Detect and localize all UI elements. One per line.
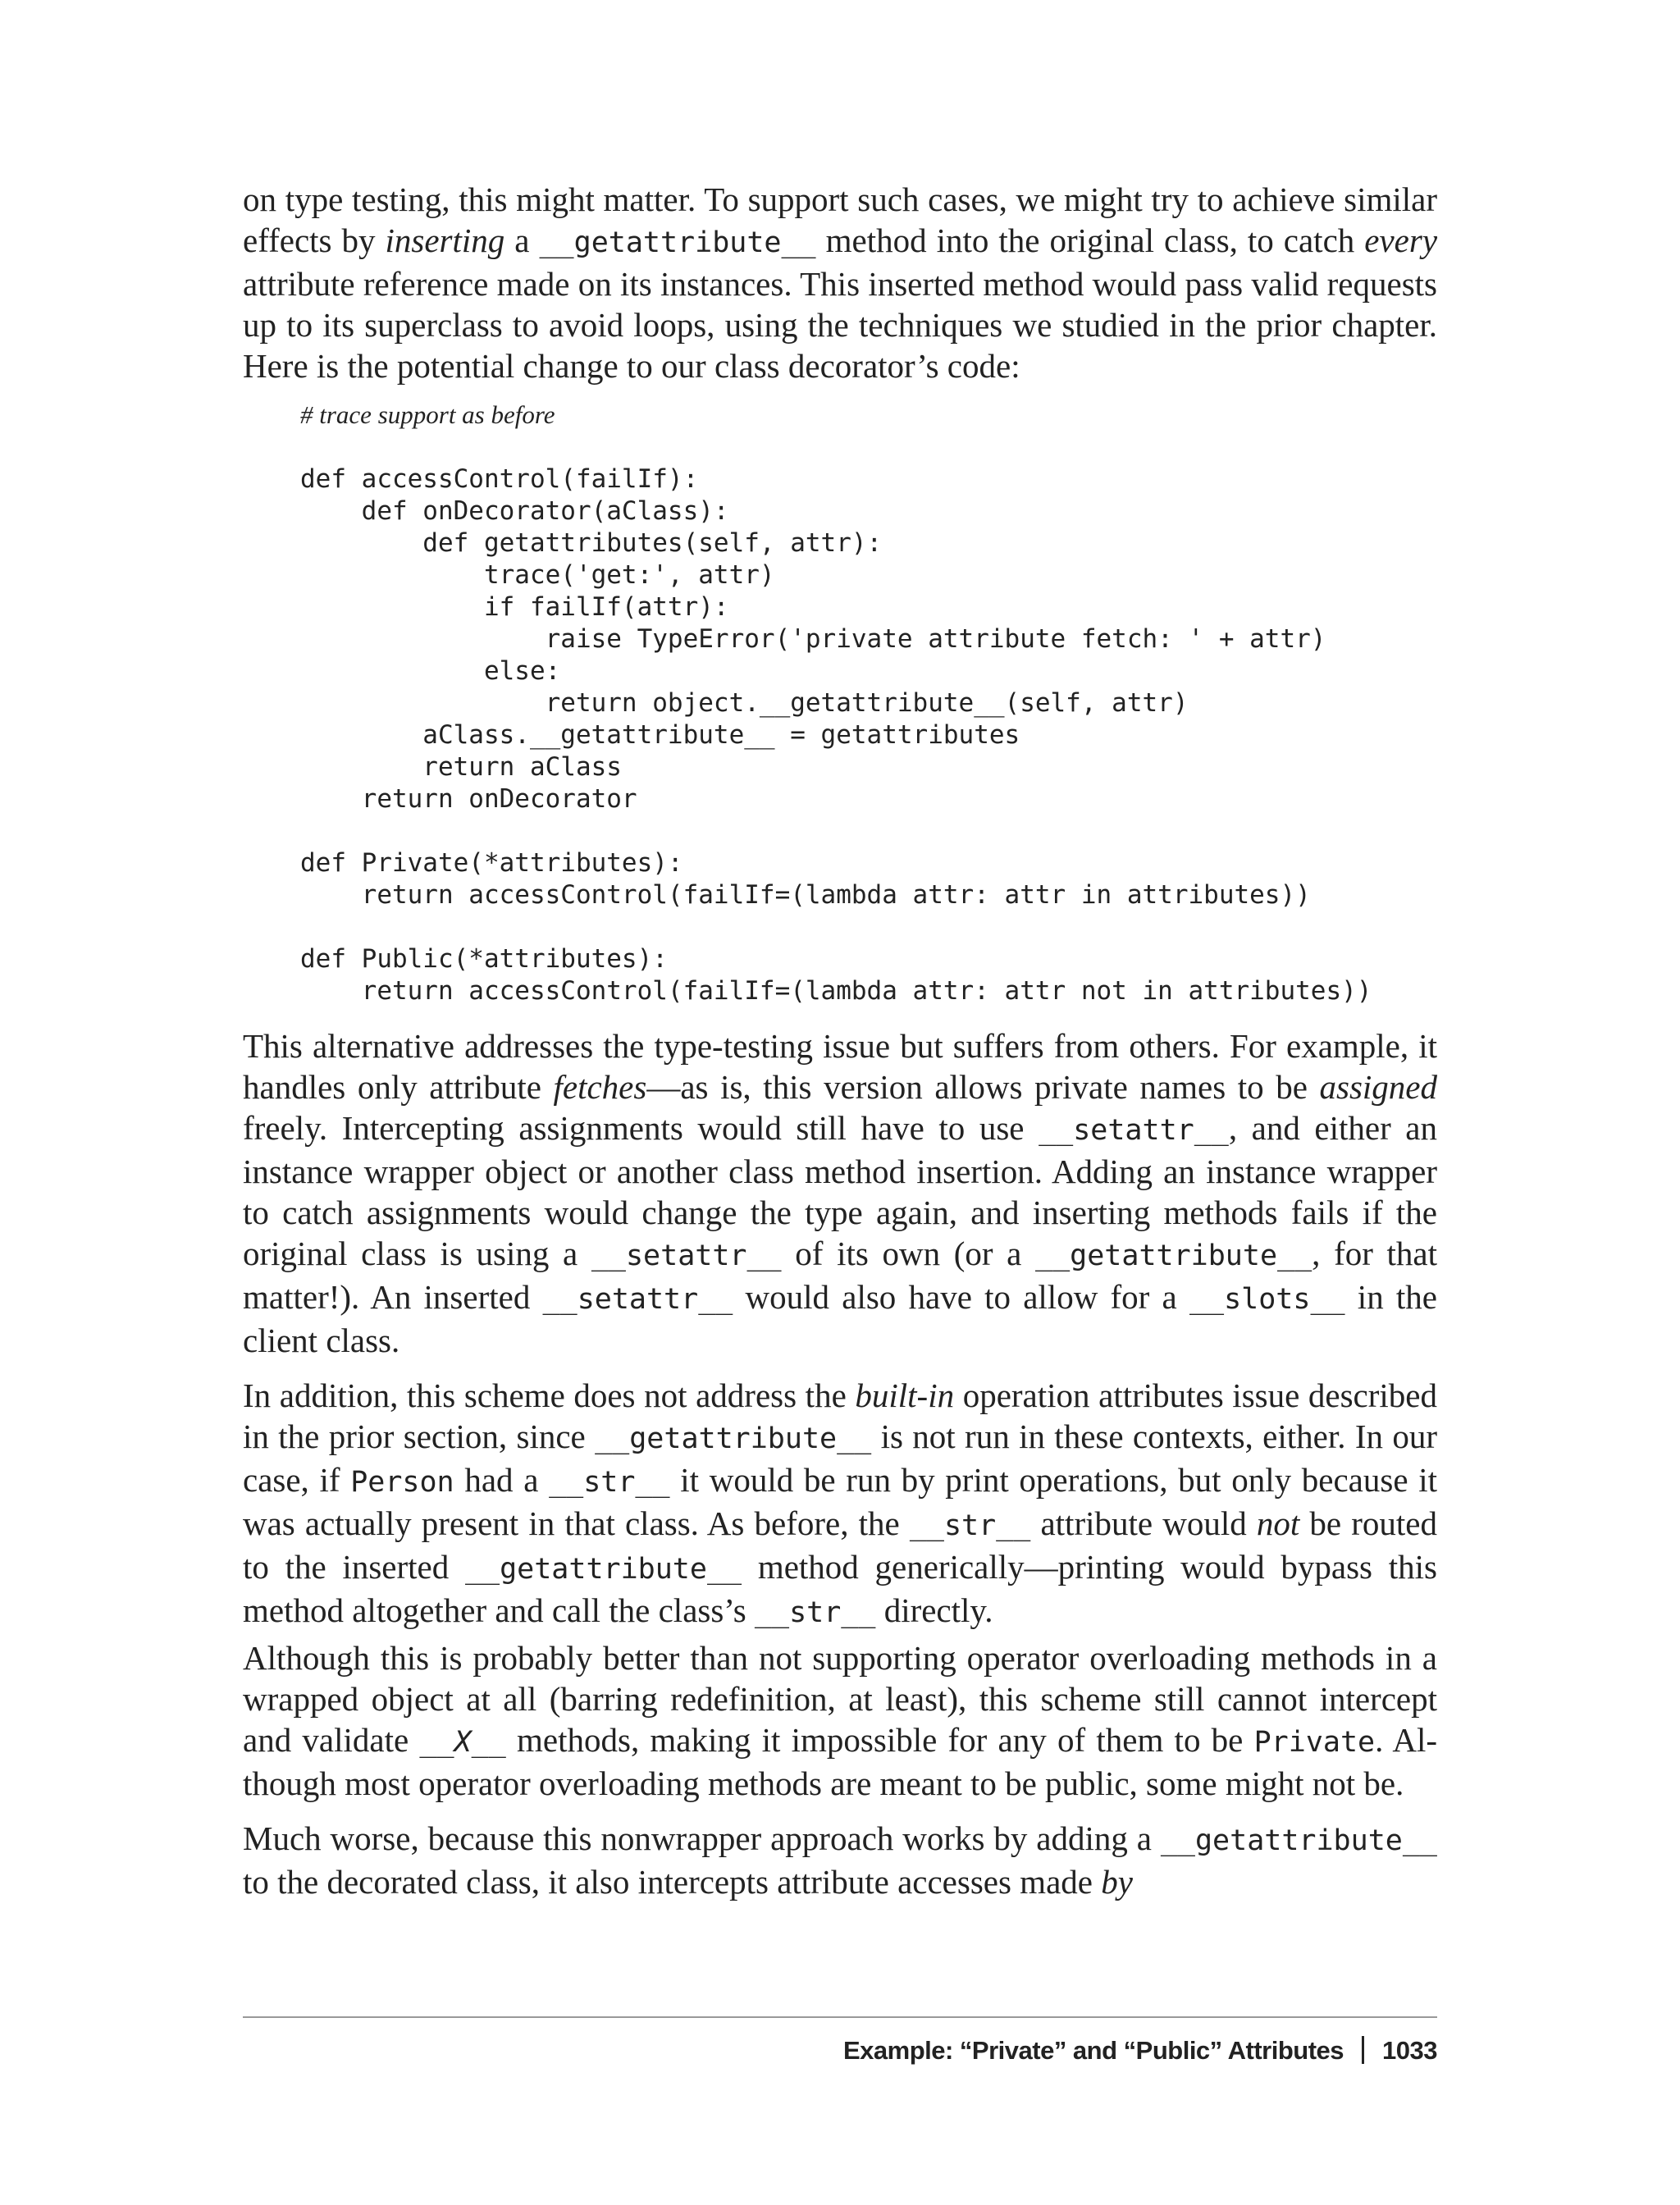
inline-code-slots: __slots__: [1189, 1283, 1345, 1316]
inline-code-setattr: __setattr__: [542, 1283, 733, 1316]
code-listing: [300, 399, 1372, 1007]
italic-assigned: assigned: [1319, 1068, 1437, 1106]
code-line: def accessControl(failIf):: [300, 464, 699, 494]
inline-code-setattr: __setattr__: [591, 1239, 782, 1272]
code-line: return aClass: [300, 752, 622, 782]
text-run: of its own (or a: [781, 1235, 1036, 1272]
paragraph-much-worse: [243, 1818, 1437, 1902]
italic-by: by: [1101, 1863, 1133, 1901]
inline-code-getattribute: __getattribute__: [539, 226, 816, 259]
inline-code-str: __str__: [549, 1466, 670, 1499]
inline-code-private: Private: [1253, 1726, 1376, 1759]
code-comment: # trace support as before: [300, 400, 555, 429]
text-run: to the decorated class, it also intercepts attribute accesses made: [243, 1863, 1102, 1901]
page-number: 1033: [1382, 2036, 1437, 2065]
italic-built-in: built-in: [855, 1376, 955, 1414]
inline-code-getattribute: __getattribute__: [1160, 1824, 1437, 1857]
code-line: return onDecorator: [300, 784, 637, 814]
inline-code-str: __str__: [754, 1596, 876, 1629]
text-run: attribute would: [1030, 1504, 1257, 1542]
inline-code-person: Person: [350, 1466, 454, 1499]
text-run: method into the original class, to catch: [815, 221, 1365, 259]
code-line: def getattributes(self, attr):: [300, 528, 883, 558]
code-line: def Private(*attributes):: [300, 848, 683, 878]
code-line: return accessControl(failIf=(lambda attr: attr not in attributes)): [300, 976, 1372, 1006]
text-run: In addition, this scheme does not address the: [243, 1376, 856, 1414]
text-run: a: [504, 221, 540, 259]
code-line: else:: [300, 656, 561, 686]
code-line: if failIf(attr):: [300, 592, 729, 622]
text-run: directly.: [875, 1591, 993, 1629]
italic-not: not: [1256, 1504, 1300, 1542]
code-line: raise TypeError('private attribute fetch: ' + attr): [300, 624, 1326, 654]
inline-code-str: __str__: [909, 1509, 1031, 1542]
text-run: methods, making it impossible for any of them to be: [505, 1721, 1254, 1759]
text-run: in the client class.: [243, 1278, 1437, 1359]
code-line: def Public(*attributes):: [300, 944, 668, 974]
text-run: freely. Intercepting assignments would still have to use: [243, 1109, 1039, 1147]
footer-divider: [243, 2016, 1437, 2018]
paragraph-built-in: [243, 1375, 1437, 1633]
text-run: method generically—printing would bypass this method altogether and call the class’s: [243, 1548, 1437, 1629]
text-run: , and either an instance wrapper object or another class method insertion. Adding an instance wrapper to catch assignments would change the type again, and inserting methods fails if the original class is using a: [243, 1109, 1437, 1272]
text-run: —as is, this version allows private names to be: [646, 1068, 1320, 1106]
text-run: it would be run by print operations, but only because it was actually present in that class. As before, the: [243, 1461, 1437, 1542]
inline-code-x-method: __X__: [419, 1726, 506, 1759]
paragraph-alternative: [243, 1025, 1437, 1361]
text-run: . Although most operator overloading methods are meant to be public, some might not be.: [243, 1721, 1437, 1802]
text-run: attribute reference made on its instances. This inserted method would pass valid requests up to its superclass to avoid loops, using the techniques we studied in the prior chapter. Here is the potential change to our class decorator’s code:: [243, 265, 1437, 385]
text-run: Although this is probably better than not supporting operator overloading methods in a wrapped object at all (barring redefinition, at least), this scheme still cannot intercept and validate: [243, 1639, 1437, 1759]
running-section-title: Example: “Private” and “Public” Attributes: [842, 2036, 1344, 2065]
code-line: trace('get:', attr): [300, 560, 775, 590]
text-run: had a: [454, 1461, 550, 1499]
code-line: return accessControl(failIf=(lambda attr: attr in attributes)): [300, 880, 1311, 910]
code-line: aClass.__getattribute__ = getattributes: [300, 720, 1020, 750]
inline-code-getattribute: __getattribute__: [1035, 1239, 1312, 1272]
inline-code-getattribute: __getattribute__: [595, 1422, 872, 1455]
text-run: would also have to allow for a: [733, 1278, 1189, 1316]
italic-fetches: fetches: [553, 1068, 647, 1106]
paragraph-operator-overloading: [243, 1637, 1437, 1804]
text-run: , for that matter!). An inserted: [243, 1235, 1437, 1316]
italic-every: every: [1364, 221, 1438, 259]
code-line: def onDecorator(aClass):: [300, 496, 729, 526]
text-run: operation attributes issue described in the prior section, since: [243, 1376, 1437, 1455]
text-run: This alternative addresses the type-testing issue but suffers from others. For example, it handles only attribute: [243, 1027, 1437, 1106]
text-run: is not run in these contexts, either. In our case, if: [243, 1418, 1437, 1499]
code-line: return object.__getattribute__(self, attr): [300, 688, 1189, 718]
footer-separator: [1362, 2036, 1364, 2064]
italic-inserting: inserting: [385, 221, 505, 259]
page-footer: [243, 2036, 1437, 2066]
text-run: on type testing, this might matter. To support such cases, we might try to achieve similar effects by: [243, 180, 1437, 259]
inline-code-getattribute: __getattribute__: [464, 1553, 742, 1586]
text-run: Much worse, because this nonwrapper approach works by adding a: [243, 1819, 1161, 1857]
text-run: be routed to the inserted: [243, 1504, 1437, 1586]
paragraph-type-testing: [243, 179, 1437, 386]
inline-code-setattr: __setattr__: [1039, 1114, 1229, 1147]
